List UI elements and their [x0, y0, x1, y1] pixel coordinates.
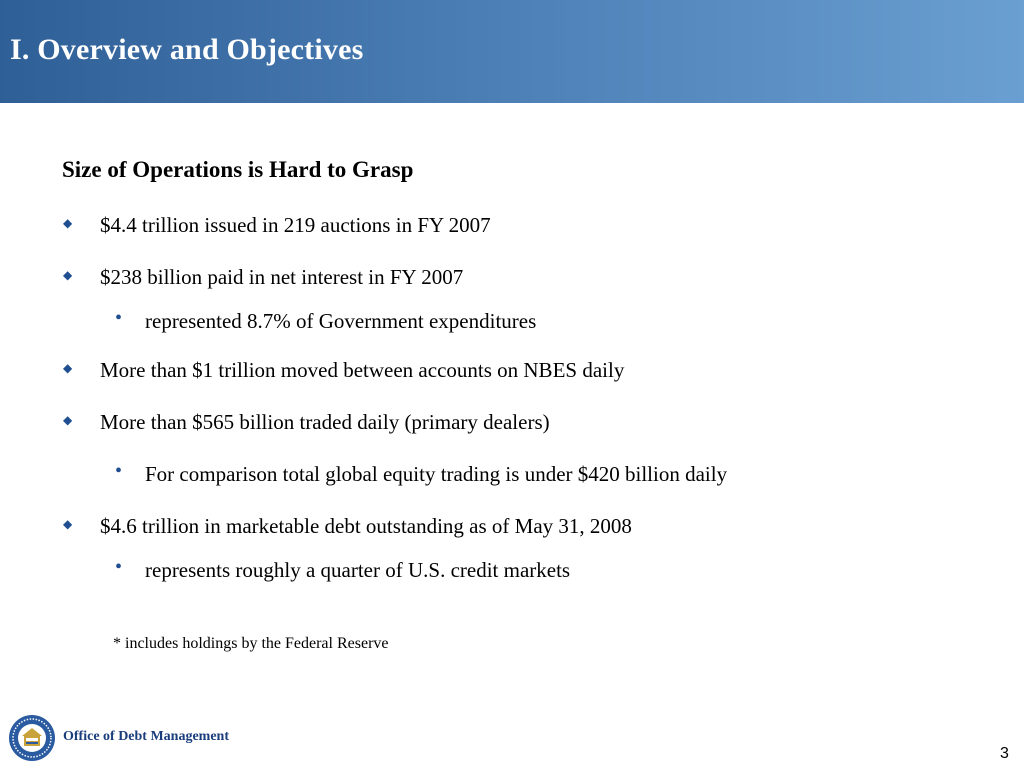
dot-bullet-icon: •	[115, 460, 123, 482]
dot-bullet-icon: •	[115, 556, 123, 578]
bullet-item	[63, 213, 491, 238]
bullet-text: represents roughly a quarter of U.S. credit markets	[145, 558, 571, 582]
bullet-text: More than $565 billion traded daily (primary dealers)	[100, 410, 550, 434]
bullet-item	[63, 410, 550, 435]
bullet-text: $4.4 trillion issued in 219 auctions in FY 2007	[100, 213, 491, 237]
sub-bullet-item	[115, 307, 537, 334]
bullet-text: $4.6 trillion in marketable debt outstanding as of May 31, 2008	[100, 514, 632, 538]
bullet-text: More than $1 trillion moved between accounts on NBES daily	[100, 358, 625, 382]
bullet-item	[63, 265, 464, 290]
page-number: 3	[1000, 745, 1009, 762]
diamond-bullet-icon: ◆	[63, 361, 73, 375]
slide-title: I. Overview and Objectives	[10, 33, 364, 66]
bullet-text: represented 8.7% of Government expenditures	[145, 309, 537, 333]
diamond-bullet-icon: ◆	[63, 268, 73, 282]
bullet-text: For comparison total global equity trading is under $420 billion daily	[145, 462, 728, 486]
diamond-bullet-icon: ◆	[63, 517, 73, 531]
section-subtitle: Size of Operations is Hard to Grasp	[62, 157, 414, 182]
bullet-text: $238 billion paid in net interest in FY 2007	[100, 265, 464, 289]
dot-bullet-icon: •	[115, 307, 123, 329]
footnote: * includes holdings by the Federal Reserve	[113, 635, 389, 652]
sub-bullet-item	[115, 460, 728, 487]
footer-organization: Office of Debt Management	[63, 729, 230, 744]
diamond-bullet-icon: ◆	[63, 413, 73, 427]
bullet-item	[63, 358, 625, 383]
diamond-bullet-icon: ◆	[63, 216, 73, 230]
bullet-item	[63, 514, 632, 539]
sub-bullet-item	[115, 556, 571, 583]
title-bar	[0, 0, 1024, 103]
treasury-seal-icon	[8, 714, 56, 762]
